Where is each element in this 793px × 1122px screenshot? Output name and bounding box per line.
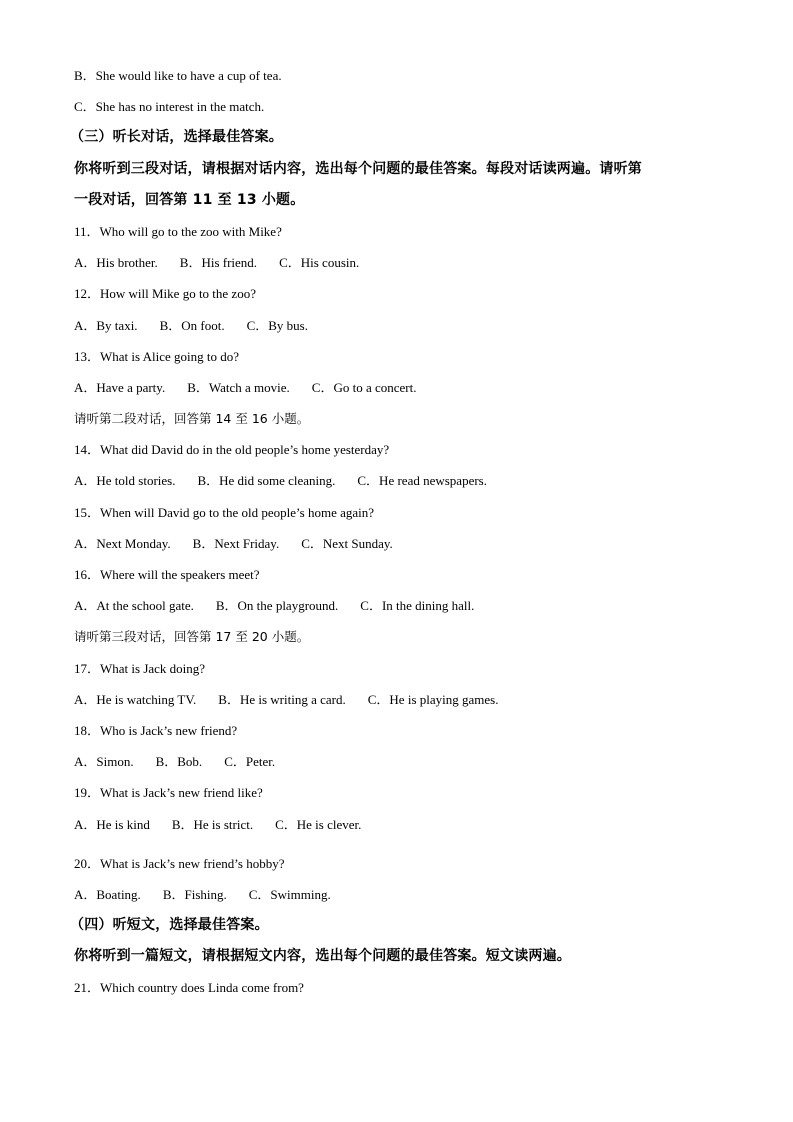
answer-option: B．Next Friday. (192, 535, 280, 551)
answer-option: A．He is watching TV. (74, 691, 197, 707)
answer-option: A．Simon. (74, 754, 134, 770)
section-instruction: 你将听到一篇短文，请根据短文内容，选出每个问题的最佳答案。短文读两遍。 (74, 948, 571, 965)
question-text: 16．Where will the speakers meet? (74, 567, 260, 582)
answer-option: A．Boating. (74, 886, 141, 902)
answer-option: B．On the playground. (215, 598, 339, 614)
answer-option: C．He read newspapers. (357, 473, 487, 489)
question-text: 19．What is Jack’s new friend like? (74, 785, 263, 801)
answer-option: A．He is kind (74, 816, 150, 832)
answer-option: A．Have a party. (74, 379, 166, 395)
question-text: 12．How will Mike go to the zoo? (74, 286, 256, 302)
question-text: 15．When will David go to the old people’s home again? (74, 504, 375, 520)
answer-options (74, 746, 734, 777)
document-page (70, 60, 734, 1004)
answer-option: B．He did some cleaning. (197, 473, 336, 489)
answer-option: C．Peter. (224, 754, 276, 770)
answer-options (74, 60, 734, 91)
question-text: 14．What did David do in the old people’s home yesterday? (74, 442, 390, 458)
answer-options (74, 684, 734, 715)
section-heading: （三）听长对话，选择最佳答案。 (70, 129, 283, 146)
answer-options (74, 528, 734, 559)
answer-option: A．He told stories. (74, 473, 176, 489)
answer-option: C．By bus. (246, 317, 308, 333)
answer-option: C．In the dining hall. (360, 598, 475, 614)
answer-option: B．He is writing a card. (218, 691, 346, 707)
answer-options (74, 372, 734, 403)
answer-option: A．Next Monday. (74, 535, 171, 551)
question-text: 18．Who is Jack’s new friend? (74, 722, 238, 738)
section-instruction: 你将听到三段对话，请根据对话内容，选出每个问题的最佳答案。每段对话读两遍。请听第 (74, 160, 642, 177)
answer-option: C．He is clever. (275, 816, 362, 832)
answer-option: C．His cousin. (279, 255, 360, 271)
answer-option: B．Bob. (155, 754, 203, 770)
question-text: 20．What is Jack’s new friend’s hobby? (74, 855, 285, 871)
dialogue-note: 请听第二段对话，回答第 14 至 16 小题。 (74, 411, 310, 427)
answer-option: A．At the school gate. (74, 598, 194, 614)
answer-option: B．She would like to have a cup of tea. (74, 68, 282, 83)
answer-option: A．His brother. (74, 255, 158, 271)
question-text: 11．Who will go to the zoo with Mike? (74, 223, 282, 239)
question-text: 17．What is Jack doing? (74, 660, 206, 676)
answer-options (74, 91, 734, 122)
answer-options (74, 247, 734, 278)
answer-option: B．Watch a movie. (187, 379, 290, 395)
answer-options (74, 809, 734, 840)
answer-option: B．He is strict. (171, 816, 254, 832)
question-text: 13．What is Alice going to do? (74, 348, 240, 364)
answer-options (74, 879, 734, 910)
answer-option: B．Fishing. (162, 886, 227, 902)
answer-option: C．Next Sunday. (301, 535, 393, 551)
question-text: 21．Which country does Linda come from? (74, 980, 304, 996)
spacer (74, 840, 734, 848)
answer-options (74, 465, 734, 496)
answer-options (74, 590, 734, 621)
answer-option: B．His friend. (179, 255, 258, 271)
section-instruction: 一段对话，回答第 11 至 13 小题。 (74, 191, 305, 208)
section-heading: （四）听短文，选择最佳答案。 (70, 917, 269, 934)
answer-option: A．By taxi. (74, 317, 138, 333)
answer-option: C．She has no interest in the match. (74, 99, 265, 115)
answer-option: B．On foot. (159, 317, 225, 333)
answer-options (74, 310, 734, 341)
answer-option: C．Swimming. (248, 886, 331, 902)
answer-option: C．Go to a concert. (311, 379, 417, 395)
answer-option: C．He is playing games. (367, 691, 499, 707)
dialogue-note: 请听第三段对话，回答第 17 至 20 小题。 (74, 629, 310, 645)
